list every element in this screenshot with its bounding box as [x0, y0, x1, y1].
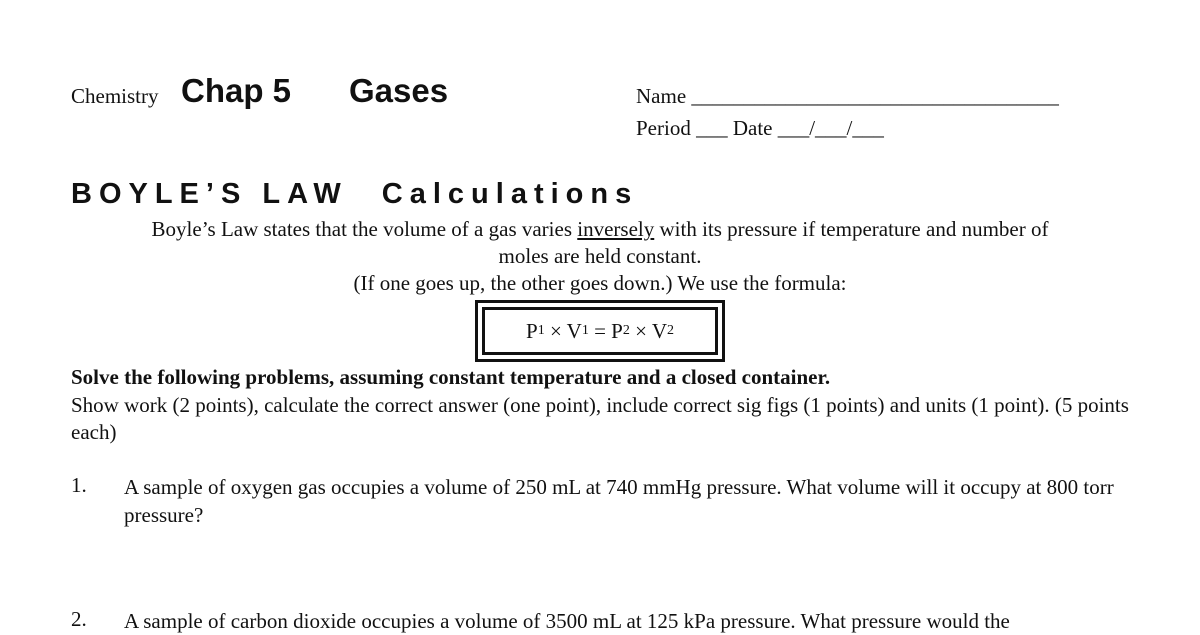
subject-label: Chemistry [71, 84, 159, 108]
instructions-bold: Solve the following problems, assuming constant temperature and a closed container. [71, 365, 831, 389]
period-date-line: Period ___ Date ___/___/___ [636, 116, 884, 140]
question-number: 2. [71, 607, 87, 631]
heading-part-1: BOYLE’S LAW [71, 178, 348, 210]
name-field-line: Name ___________________________________ [636, 84, 1059, 108]
formula-text: P 1 × V 1 = P 2 × V 2 [482, 307, 718, 355]
instructions-text: Show work (2 points), calculate the correct answer (one point), include correct sig figs (1 points) and units (1 point). (5 points each) [71, 393, 1129, 444]
formula-box [475, 300, 725, 362]
intro-line-3: (If one goes up, the other goes down.) We use the formula: [353, 271, 847, 295]
intro-line-2: moles are held constant. [498, 244, 702, 268]
intro-text: Boyle’s Law states that the volume of a gas varies [151, 217, 578, 241]
topic-title: Gases [349, 72, 449, 109]
question-text: A sample of oxygen gas occupies a volume of 250 mL at 740 mmHg pressure. What volume will it occupy at 800 torr pressure? [124, 475, 1114, 527]
worksheet-heading [71, 178, 638, 211]
question-text: A sample of carbon dioxide occupies a volume of 3500 mL at 125 kPa pressure. What pressure would the [124, 609, 1010, 633]
chapter-title: Chap 5 [181, 72, 292, 109]
heading-part-2: Calculations [381, 178, 639, 210]
underlined-word: inversely [577, 217, 655, 241]
intro-text: with its pressure if temperature and number of [654, 217, 1049, 241]
question-number: 1. [71, 473, 87, 497]
intro-line-1 [0, 217, 1200, 242]
